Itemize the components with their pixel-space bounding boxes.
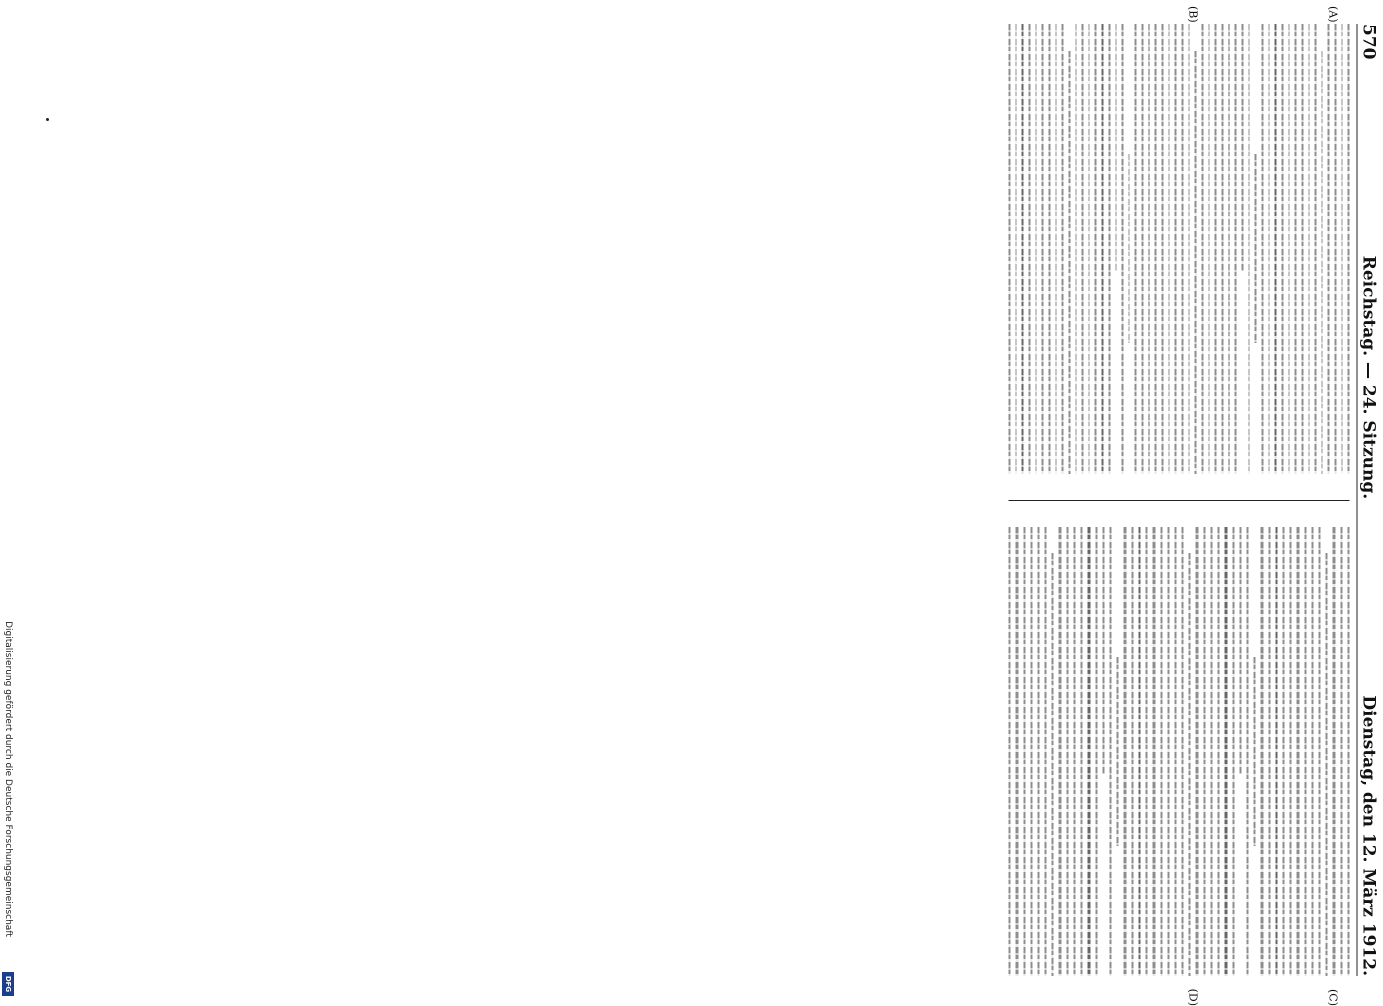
text-line: [1121, 24, 1123, 474]
text-line: [1141, 24, 1143, 474]
footer-credit: [0, 578, 16, 980]
dfg-logo: DFG: [2, 972, 14, 996]
text-line: [1234, 24, 1236, 474]
text-line: [1268, 527, 1270, 977]
text-line: [1102, 527, 1104, 774]
text-line: [1297, 527, 1299, 977]
text-line: [1044, 527, 1046, 977]
text-line: [1174, 24, 1176, 474]
text-line: [1188, 24, 1190, 474]
text-line: [1301, 24, 1303, 474]
text-line: [1109, 527, 1111, 977]
text-line: [1051, 553, 1053, 976]
right-column: [1008, 527, 1349, 1006]
text-line: [1168, 24, 1170, 474]
page-number: 570: [1358, 24, 1378, 60]
text-line: [1311, 527, 1313, 977]
text-line: [1181, 24, 1183, 474]
text-line: [1246, 527, 1248, 977]
text-line: [1332, 527, 1334, 977]
text-line: [1224, 527, 1226, 977]
text-line: [1201, 24, 1203, 474]
margin-marker: (D): [1186, 988, 1199, 1006]
text-line: [1123, 527, 1125, 977]
header-title: Reichstag. — 24. Sitzung.: [1358, 255, 1378, 500]
text-line: [1035, 24, 1037, 474]
margin-marker: (A): [1326, 6, 1339, 23]
text-line: [1228, 24, 1230, 474]
text-line: [1075, 24, 1077, 474]
text-line: [1161, 24, 1163, 474]
text-line: [1268, 24, 1270, 474]
header-date: Dienstag, den 12. März 1912.: [1358, 695, 1378, 976]
text-line: [1294, 24, 1296, 474]
text-line: [1314, 24, 1316, 474]
text-line: [1015, 24, 1017, 474]
text-line: [1325, 553, 1327, 976]
text-line: [1037, 527, 1039, 977]
text-line: [1059, 527, 1061, 977]
text-line: [1080, 527, 1082, 977]
text-line: [1155, 24, 1157, 474]
text-line: [1304, 527, 1306, 977]
text-line: [1288, 24, 1290, 474]
text-line: [1023, 527, 1025, 977]
margin-marker: (B): [1186, 6, 1199, 23]
text-line: [1008, 24, 1010, 474]
text-line: [1221, 24, 1223, 474]
text-line: [1261, 24, 1263, 474]
text-line: [1347, 24, 1349, 474]
text-line: [1208, 24, 1210, 474]
text-line: [1073, 527, 1075, 977]
column-divider: [1008, 500, 1349, 501]
text-line: [1048, 24, 1050, 474]
text-line: [1241, 24, 1243, 271]
text-line: [1334, 24, 1336, 474]
text-line: [1254, 154, 1256, 343]
text-line: [1347, 527, 1349, 977]
text-line: [1094, 24, 1096, 474]
text-line: [1174, 527, 1176, 977]
text-line: [1308, 24, 1310, 474]
text-line: [1181, 527, 1183, 977]
text-line: [1195, 527, 1197, 977]
text-line: [1167, 527, 1169, 977]
text-line: [1239, 527, 1241, 774]
margin-marker: (C): [1326, 989, 1339, 1006]
text-line: [1253, 657, 1255, 846]
text-line: [1101, 24, 1103, 474]
text-line: [1160, 527, 1162, 977]
text-line: [1015, 527, 1017, 977]
text-line: [1008, 527, 1010, 977]
text-line: [1068, 51, 1070, 474]
text-line: [1115, 24, 1117, 271]
text-line: [1095, 527, 1097, 977]
text-line: [1188, 553, 1190, 976]
text-line: [1203, 527, 1205, 977]
left-column: [1008, 6, 1349, 474]
text-line: [1321, 51, 1323, 474]
text-line: [1289, 527, 1291, 977]
text-line: [1030, 527, 1032, 977]
text-line: [1138, 527, 1140, 977]
text-line: [1194, 51, 1196, 474]
text-line: [1210, 527, 1212, 977]
text-line: [1088, 24, 1090, 474]
page-content: [1000, 0, 1383, 1006]
text-line: [1217, 527, 1219, 977]
text-line: [1327, 24, 1329, 474]
text-line: [1145, 527, 1147, 977]
page-header: [1356, 24, 1379, 976]
text-line: [1282, 527, 1284, 977]
text-line: [1248, 24, 1250, 474]
text-line: [1128, 154, 1130, 343]
text-line: [1134, 24, 1136, 474]
text-line: [1066, 527, 1068, 977]
text-line: [1055, 24, 1057, 474]
text-line: [1214, 24, 1216, 474]
text-line: [1260, 527, 1262, 977]
stray-dot: [46, 118, 49, 121]
text-line: [1340, 527, 1342, 977]
text-line: [1318, 527, 1320, 977]
text-line: [1028, 24, 1030, 474]
text-line: [1131, 527, 1133, 977]
text-line: [1341, 24, 1343, 474]
text-line: [1021, 24, 1023, 474]
text-line: [1087, 527, 1089, 977]
text-line: [1081, 24, 1083, 474]
text-line: [1108, 24, 1110, 474]
text-line: [1152, 527, 1154, 977]
text-line: [1061, 24, 1063, 474]
footer-credit-text: Digitalisierung gefördert durch die Deutsche Forschungsgemeinschaft: [3, 621, 13, 937]
text-line: [1274, 24, 1276, 474]
text-line: [1041, 24, 1043, 474]
text-line: [1275, 527, 1277, 977]
text-line: [1148, 24, 1150, 474]
text-columns: [1008, 6, 1349, 1006]
text-line: [1116, 657, 1118, 846]
text-line: [1232, 527, 1234, 977]
text-line: [1281, 24, 1283, 474]
